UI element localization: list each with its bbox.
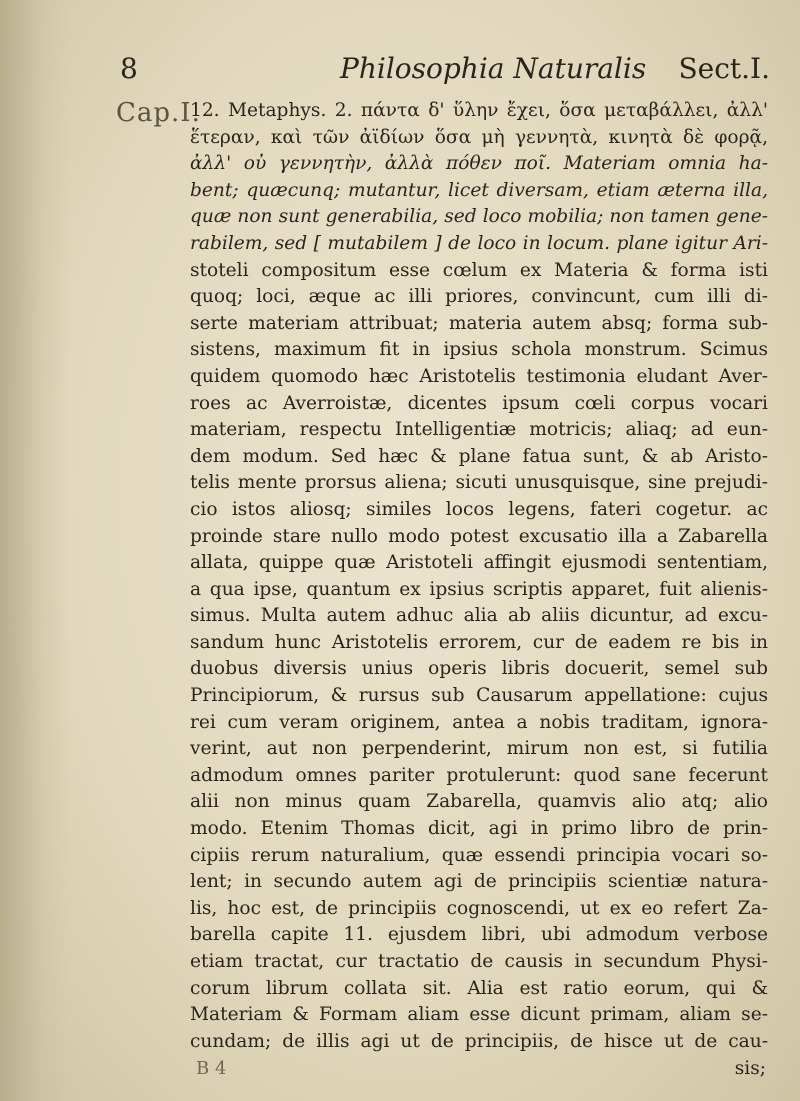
text-line: rabilem, sed [ mutabilem ] de loco in locum. plane igitur Ari- [190,232,768,254]
text-line: cipiis rerum naturalium, quæ essendi principia vocari so- [190,844,768,866]
text-line: 12. Metaphys. 2. πάντα δ' ὕλην ἔχει, ὅσα μεταβάλλει, ἀλλ' [190,100,768,121]
text-line: duobus diversis unius operis libris docuerit, semel sub [190,658,768,680]
text-line: alii non minus quam Zabarella, quamvis alio atq; alio [190,791,768,813]
text-line: materiam, respectu Intelligentiæ motricis; aliaq; ad eun- [190,419,768,441]
text-line: simus. Multa autem adhuc alia ab aliis dicuntur, ad excu- [190,605,768,627]
catchword: sis; [734,1058,766,1079]
text-line: allata, quippe quæ Aristoteli affingit ejusmodi sententiam, [190,552,768,574]
text-line: lent; in secundo autem agi de principiis scientiæ natura- [190,871,768,893]
text-line: lis, hoc est, de principiis cognoscendi, ut ex eo refert Za- [190,897,768,919]
text-line: quidem quomodo hæc Aristotelis testimonia eludant Aver- [190,365,768,387]
section-label: Sect.I. [678,52,770,85]
text-line: modo. Etenim Thomas dicit, agi in primo libro de prin- [190,818,768,840]
text-line: verint, aut non perpenderint, mirum non est, si futilia [190,738,768,760]
chapter-margin-note: Cap.I. [116,98,201,128]
text-line: roes ac Averroistæ, dicentes ipsum cœli corpus vocari [190,392,768,414]
text-line: corum librum collata sit. Alia est ratio eorum, qui & [190,977,768,999]
text-line: rei cum veram originem, antea a nobis traditam, ignora- [190,711,768,733]
text-line: stoteli compositum esse cœlum ex Materia & forma isti [190,259,768,281]
text-line: barella capite 11. ejusdem libri, ubi admodum verbose [190,924,768,946]
printer-signature: B 4 [196,1058,227,1079]
text-line: Materiam & Formam aliam esse dicunt primam, aliam se- [190,1004,768,1026]
text-line: cundam; de illis agi ut de principiis, de hisce ut de cau- [190,1030,768,1052]
text-line: ἕτεραν, καὶ τῶν ἀϊδίων ὅσα μὴ γεννητὰ, κινητὰ δὲ φορᾷ, [190,126,768,148]
running-title: Philosophia Naturalis [340,52,647,85]
text-line: telis mente prorsus aliena; sicuti unusquisque, sine prejudi- [190,472,768,494]
text-line: dem modum. Sed hæc & plane fatua sunt, & ab Aristo- [190,445,768,467]
text-line: Principiorum, & rursus sub Causarum appellatione: cujus [190,685,768,707]
text-line: quoq; loci, æque ac illi priores, convincunt, cum illi di- [190,286,768,308]
page-gutter-shadow [0,0,70,1101]
text-line: admodum omnes pariter protulerunt: quod sane fecerunt [190,764,768,786]
text-line: proinde stare nullo modo potest excusatio illa a Zabarella [190,525,768,547]
text-line: sandum hunc Aristotelis errorem, cur de eadem re bis in [190,631,768,653]
running-header [110,52,770,92]
text-line: etiam tractat, cur tractatio de causis in secundum Physi- [190,951,768,972]
text-line: serte materiam attribuat; materia autem absq; forma sub- [190,312,768,334]
text-line: ἀλλ' οὐ γεννητὴν, ἀλλὰ πόθεν ποῖ. Materiam omnia ha- [190,153,768,175]
text-line: quæ non sunt generabilia, sed loco mobilia; non tamen gene- [190,206,768,228]
text-line: cio istos aliosq; similes locos legens, fateri cogetur. ac [190,498,768,520]
body-text [190,98,768,1055]
page-number: 8 [120,52,138,85]
text-line: bent; quæcunq; mutantur, licet diversam, etiam æterna illa, [190,179,768,201]
text-line: a qua ipse, quantum ex ipsius scriptis apparet, fuit alienis- [190,578,768,600]
text-line: sistens, maximum fit in ipsius schola monstrum. Scimus [190,339,768,361]
